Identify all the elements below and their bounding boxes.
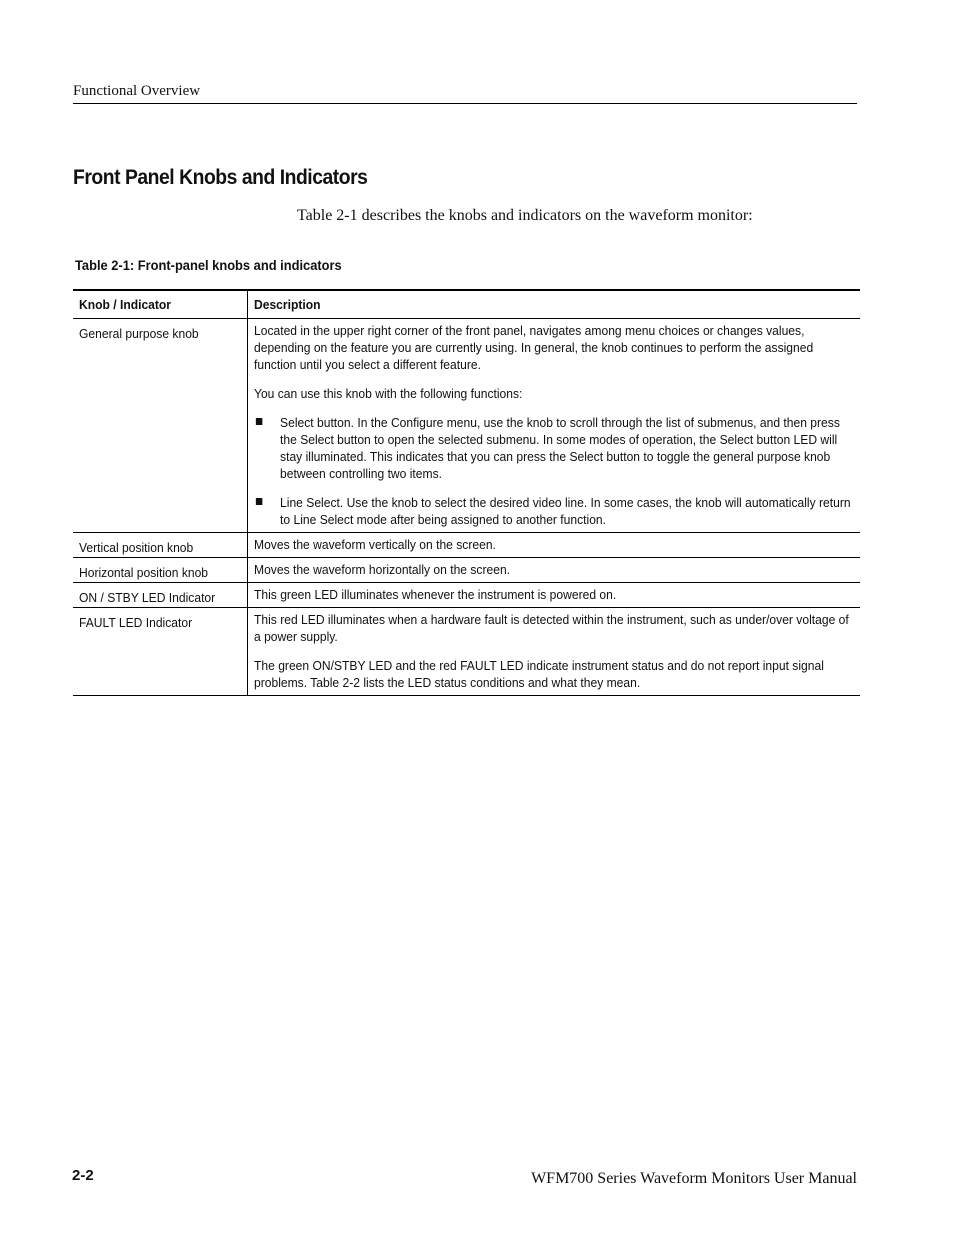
square-bullet-icon xyxy=(256,418,263,425)
description-paragraph: This red LED illuminates when a hardware fault is detected within the instrument, such as under/over voltage of a power supply. xyxy=(254,612,849,644)
description-paragraph: Moves the waveform vertically on the screen. xyxy=(254,537,496,552)
description-paragraph: This green LED illuminates whenever the instrument is powered on. xyxy=(254,587,617,602)
description-paragraph: You can use this knob with the following functions: xyxy=(254,386,523,401)
knob-cell xyxy=(73,319,248,533)
description-cell xyxy=(248,533,861,558)
intro-paragraph: Table 2-1 describes the knobs and indicators on the waveform monitor: xyxy=(297,207,753,224)
knob-cell xyxy=(73,558,248,583)
table-row xyxy=(73,558,860,583)
header-description xyxy=(248,291,861,319)
table-header-row xyxy=(73,291,860,319)
description-cell xyxy=(248,583,861,608)
knob-name: General purpose knob xyxy=(79,326,199,341)
table-row xyxy=(73,583,860,608)
table-row xyxy=(73,608,860,696)
bullet-item xyxy=(254,494,856,528)
header-knob-label: Knob / Indicator xyxy=(79,297,172,312)
knob-cell xyxy=(73,533,248,558)
knobs-table xyxy=(73,291,860,695)
header-knob xyxy=(73,291,248,319)
header-description-label: Description xyxy=(254,297,321,312)
bullet-item xyxy=(254,414,856,482)
table-row xyxy=(73,319,860,533)
knob-cell xyxy=(73,583,248,608)
table-caption: Table 2-1: Front-panel knobs and indicators xyxy=(75,257,342,273)
description-cell xyxy=(248,558,861,583)
square-bullet-icon xyxy=(256,498,263,505)
running-head: Functional Overview xyxy=(73,82,857,104)
section-title: Front Panel Knobs and Indicators xyxy=(73,166,368,189)
table-row xyxy=(73,533,860,558)
page-number: 2-2 xyxy=(72,1167,94,1184)
bullet-text: Select button. In the Configure menu, use the knob to scroll through the list of submenus, and then press the Select button to open the selected submenu. In some modes of operation, the Select button LED will stay illuminated. This indicates that you can press the Select button to toggle the general purpose knob between controlling two items. xyxy=(280,415,840,481)
description-cell xyxy=(248,608,861,696)
manual-title: WFM700 Series Waveform Monitors User Manual xyxy=(531,1170,857,1187)
knob-name: Horizontal position knob xyxy=(79,565,209,580)
knob-name: ON / STBY LED Indicator xyxy=(79,590,216,605)
description-paragraph: The green ON/STBY LED and the red FAULT LED indicate instrument status and do not report input signal problems. Table 2-2 lists the LED status conditions and what they mean. xyxy=(254,658,824,690)
knob-cell xyxy=(73,608,248,696)
bullet-text: Line Select. Use the knob to select the desired video line. In some cases, the knob will automatically return to Line Select mode after being assigned to another function. xyxy=(280,495,851,527)
description-paragraph: Moves the waveform horizontally on the screen. xyxy=(254,562,511,577)
knob-name: Vertical position knob xyxy=(79,540,194,555)
knob-name: FAULT LED Indicator xyxy=(79,615,193,630)
description-paragraph: Located in the upper right corner of the front panel, navigates among menu choices or changes values, depending on the feature you are currently using. In general, the knob continues to perform the assigned function until you select a different feature. xyxy=(254,323,814,372)
knobs-table-container xyxy=(73,289,860,696)
description-cell xyxy=(248,319,861,533)
